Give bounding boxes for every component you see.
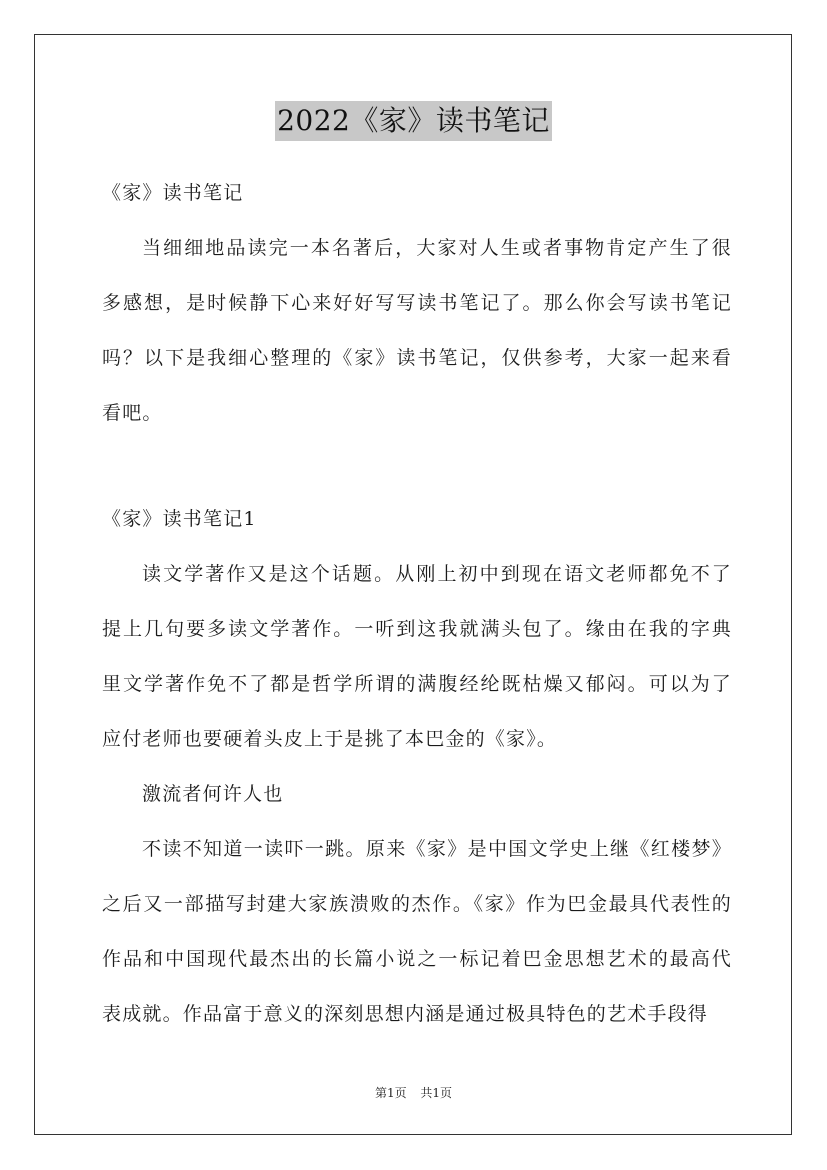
text-line: 《家》读书笔记1 (102, 508, 257, 530)
page-footer (0, 1084, 827, 1101)
document-body (102, 172, 732, 1048)
text-line: 激流者何许人也 (142, 783, 284, 805)
text-line: 作品和中国现代最杰出的长篇小说之一标记着巴金思想艺术的最高代 (102, 948, 732, 970)
text-line: 多感想，是时候静下心来好好写写读书笔记了。那么你会写读书笔记 (102, 292, 732, 314)
blank-line (102, 447, 732, 498)
text-line: 读文学著作又是这个话题。从刚上初中到现在语文老师都免不了 (142, 563, 732, 585)
text-line: 提上几句要多读文学著作。一听到这我就满头包了。缘由在我的字典 (102, 618, 732, 640)
text-line: 看吧。 (102, 402, 163, 424)
document-title: 2022《家》读书笔记 (275, 101, 552, 141)
text-line: 当细细地品读完一本名著后，大家对人生或者事物肯定产生了很 (142, 237, 732, 259)
text-line: 不读不知道一读吓一跳。原来《家》是中国文学史上继《红楼梦》 (142, 838, 732, 860)
page-total: 共1页 (420, 1086, 453, 1100)
text-line: 表成就。作品富于意义的深刻思想内涵是通过极具特色的艺术手段得 (102, 1003, 709, 1025)
title-container (0, 101, 827, 141)
text-line: 之后又一部描写封建大家族溃败的杰作。《家》作为巴金最具代表性的 (102, 893, 732, 915)
text-line: 里文学著作免不了都是哲学所谓的满腹经纶既枯燥又郁闷。可以为了 (102, 673, 732, 695)
text-line: 《家》读书笔记 (102, 182, 244, 204)
page-number: 第1页 (374, 1086, 407, 1100)
text-line: 吗？以下是我细心整理的《家》读书笔记，仅供参考，大家一起来看 (102, 347, 732, 369)
text-line: 应付老师也要硬着头皮上于是挑了本巴金的《家》。 (102, 728, 558, 750)
